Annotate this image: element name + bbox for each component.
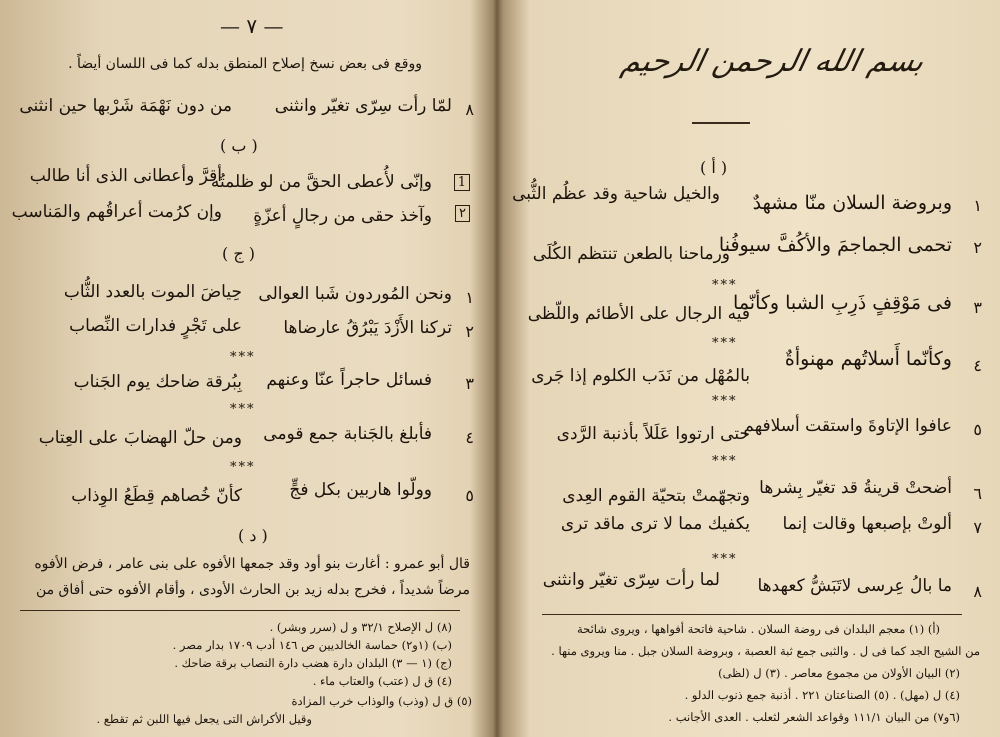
verse-second-hemistich: بالمُهْل من نَدَب الكلوم إذا جَرى [531,366,750,386]
verse-first-hemistich: وولّوا هاربين بكل فجٍّ [289,480,432,500]
stars-separator: *** [712,454,738,469]
margin-ref-1: 1 [454,174,470,191]
verse-number: ٤ [465,428,474,447]
footnote-rule [542,614,962,615]
verse-number: ٨ [973,582,982,601]
stars-separator: *** [230,402,256,417]
section-heading-a: ( أ ) [700,158,728,177]
verse-second-hemistich: حِياضَ الموت بالعدد الثُّاب [63,282,242,302]
verse-number: ١ [465,288,474,307]
margin-ref-2: ٢ [455,205,470,222]
verse-first-hemistich: ألوتْ بإصبعها وقالت إنما [782,514,952,534]
footnote-line: وقيل الأكراش التى يجعل فيها اللبن ثم تقطع . [96,712,312,726]
verse-number: ٨ [465,100,474,119]
verse-second-hemistich: من دون نَهْمَة شَرْبها حين انثنى [19,96,232,116]
verse-number: ٦ [973,484,982,503]
footnote-line: (٢) البيان الأولان من مجموع معاصر . (٣) ل (لظى) [718,666,960,680]
verse-second-hemistich: على تَجْرٍ فدارات النِّصاب [69,316,242,336]
verse-number: ٢ [973,238,982,257]
footnote-line: (ج) (١ — ٣) البلدان دارة هضب دارة النصاب برقة ضاحك . [174,656,452,670]
verse-first-hemistich: وبروضة السلان منّا مشهدٌ [752,192,952,214]
verse-number: ٣ [465,374,474,393]
verse-second-hemistich: ورماحنا بالطعن تنتظم الكُلَى [532,244,730,264]
verse-number: ٥ [465,486,474,505]
verse-second-hemistich: وتجهّمتْ بتحيّة القوم العِدى [562,486,750,506]
section-heading-j: ( ج ) [222,244,255,263]
page-number: — ٧ — [220,14,284,38]
title-rule [692,122,750,124]
verse-first-hemistich: تركنا الأَزْدَ يَبْرُقُ عارضاها [283,318,452,338]
stars-separator: *** [712,394,738,409]
verse-first-hemistich: ونحن المُوردون شَبا العوالى [258,284,452,304]
verse-second-hemistich: حتى ارتووا عَلَلاً بأذنبة الرَّدى [556,424,750,444]
verse-second-hemistich: والخيل شاحية وقد عظُم الثُّبى [512,184,720,204]
verse-number: ٣ [973,298,982,317]
stars-separator: *** [712,552,738,567]
verse-second-hemistich: أقرَّ وأعطانى الذى أنا طالب [29,166,222,186]
prose-line: مرضاً شديداً ، فخرج بدله زيد بن الحارث الأودى ، وأقام الأفوه حتى أفاق من [35,582,470,598]
footnote-line: (٤) ق ل (عتب) والعتاب ماء . [312,674,452,688]
stars-separator: *** [230,460,256,475]
prose-line: قال أبو عمرو : أغارت بنو أود وقد جمعها الأفوه على بنى عامر ، فرض الأفوه [34,556,470,572]
footnote-rule [20,610,460,611]
verse-first-hemistich: أضحتْ قرينةُ قد تغيّر بِشرها [759,478,952,498]
verse-number: ٧ [973,518,982,537]
stars-separator: *** [230,350,256,365]
verse-number: ١ [973,196,982,215]
verse-first-hemistich: ما بالُ عِرسى لاتَبَشُّ كعهدها [757,576,952,596]
verse-first-hemistich: فسائل حاجراً عنّا وعنهم [266,370,432,390]
verse-first-hemistich: وآخذ حقى من رجالٍ أعزّةٍ [253,206,432,226]
footnote-line: من الشيح الجد كما فى ل . والثبى جمع ثبة العصبة ، وبروضة السلان جبل . منا ويروى منها . [551,644,980,658]
footnote-line: (٨) ل الإصلاح ٣٢/١ و ل (سرر وبشر) . [269,620,452,634]
footnote-line: (٤) ل (مهل) . (٥) الصناعتان ٢٢١ . أذنبة جمع ذنوب الدلو . [684,688,960,702]
footnote-line: (أ) (١) معجم البلدان فى روضة السلان . شاحية فاتحة أفواهها ، ويروى شائحة [577,622,940,636]
verse-number: ٥ [973,420,982,439]
verse-first-hemistich: فى مَوْقِفٍ ذَرِبِ الشبا وكأنّما [733,292,952,314]
verse-second-hemistich: وإن كرُمت أعراقُهم والمَناسب [11,202,222,222]
footnote-line: (٥) ق ل (وذب) والوذاب خرب المزادة [291,694,472,708]
verse-first-hemistich: وكأنّما أَسلاتُهم مهنوأةٌ [784,348,952,370]
verse-first-hemistich: تحمى الجماجمَ والأكُفَّ سيوفُنا [718,234,952,256]
section-heading-b: ( ب ) [220,136,258,155]
footnote-line: (ب) (١و٢) حماسة الخالديين ص ١٤٦ أدب ١٧٠٩ بدار مصر . [172,638,452,652]
right-page [502,0,1000,737]
left-page [0,0,492,737]
stars-separator: *** [712,336,738,351]
verse-second-hemistich: لما رأت سِرّى تغيّر وانثنى [542,570,720,590]
verse-second-hemistich: يكفيك مما لا ترى ماقد ترى [560,514,750,534]
verse-first-hemistich: لمّا رأت سِرّى تغيّر وانثنى [274,96,452,116]
verse-second-hemistich: فيه الرجال على الأطائم واللّظى [527,304,750,324]
verse-number: ٢ [465,322,474,341]
verse-first-hemistich: فأبلغ بالجَنابة جمع قومى [263,424,432,444]
verse-first-hemistich: وإنّى لأُعطى الحقَّ من لو ظلمتُه [210,172,432,192]
verse-number: ٤ [973,356,982,375]
verse-second-hemistich: كأنّ خُصاهم قِطَعُ الوِذاب [71,486,242,506]
stars-separator: *** [712,278,738,293]
verse-second-hemistich: ومن حلّ الهضابَ على العِتاب [38,428,242,448]
verse-first-hemistich: عافوا الإتاوةَ واستقت أسلافهم [743,416,952,436]
verse-second-hemistich: بِبُرقة ضاحك يوم الجَناب [73,372,242,392]
section-heading-d: ( د ) [238,526,268,545]
intro-text: ووقع فى بعض نسخ إصلاح المنطق بدله كما فى اللسان أيضاً . [68,56,422,72]
footnote-line: (٦و٧) من البيان ١١١/١ وقواعد الشعر لثعلب . العدى الأجانب . [668,710,960,724]
basmala-calligraphy: بسم الله الرحمن الرحيم [618,44,928,79]
